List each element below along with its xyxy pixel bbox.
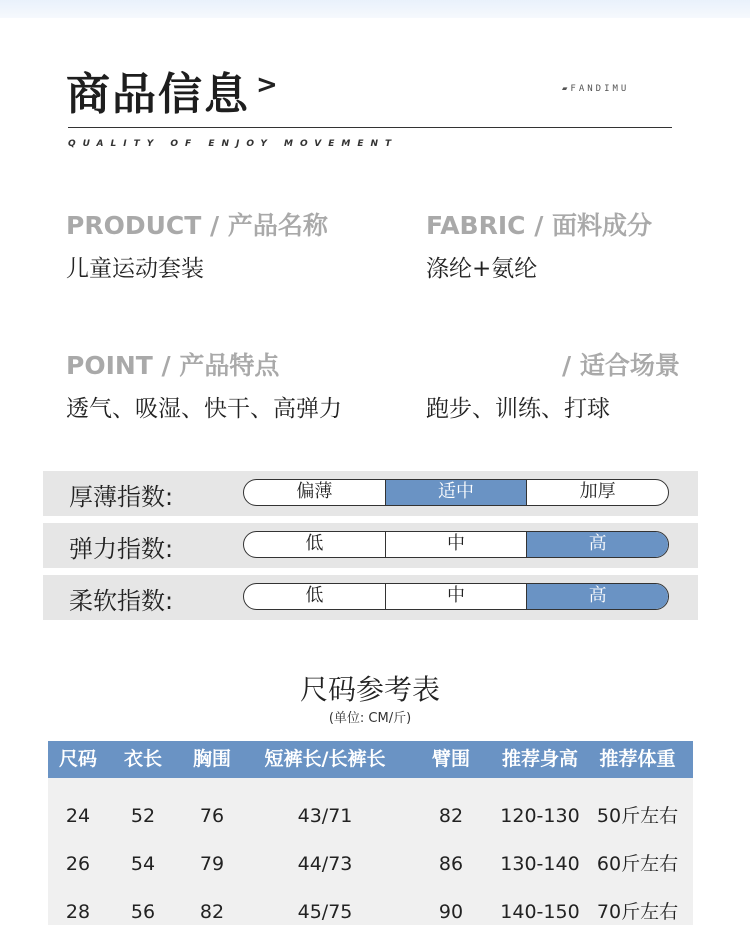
fabric-value: 涤纶+氨纶	[426, 256, 538, 282]
point-value: 透气、吸湿、快干、高弹力	[66, 396, 342, 422]
table-cell: 76	[199, 805, 225, 827]
table-cell: 140-150	[500, 901, 580, 923]
table-header-cell: 臂围	[431, 748, 470, 770]
fabric-label: FABRIC / 面料成分	[426, 211, 653, 240]
index-label: 柔软指数:	[69, 587, 174, 615]
index-scale	[243, 479, 669, 506]
brand-mark-icon: ▰	[562, 84, 571, 94]
scene-value: 跑步、训练、打球	[426, 396, 610, 422]
table-header-cell: 短裤长/长裤长	[264, 748, 386, 770]
table-cell: 28	[65, 901, 91, 923]
size-chart-unit: (单位: CM/斤)	[328, 711, 412, 726]
table-row	[48, 792, 693, 840]
table-cell: 86	[438, 853, 464, 875]
table-header-cell: 衣长	[123, 748, 162, 770]
table-cell: 44/73	[297, 853, 353, 875]
table-cell: 82	[438, 805, 464, 827]
index-scale	[243, 531, 669, 558]
index-option: 中	[386, 584, 528, 609]
index-option: 加厚	[579, 481, 616, 502]
index-option-selected: 高	[527, 584, 668, 609]
table-cell: 82	[199, 901, 225, 923]
table-header-cell: 胸围	[192, 748, 231, 770]
brand-name: FANDIMU	[570, 84, 630, 94]
brand-logo	[562, 84, 629, 94]
table-cell: 26	[65, 853, 91, 875]
index-row	[43, 575, 698, 620]
top-band	[0, 0, 750, 18]
index-row	[43, 523, 698, 568]
index-option: 偏薄	[244, 480, 386, 505]
table-cell: 120-130	[500, 805, 580, 827]
table-cell: 60斤左右	[596, 853, 679, 875]
size-table-header	[48, 741, 693, 778]
size-table	[48, 741, 693, 925]
table-cell: 52	[130, 805, 156, 827]
table-cell: 45/75	[297, 901, 353, 923]
table-header-cell: 推荐身高	[501, 748, 578, 770]
divider	[68, 127, 672, 128]
index-option-selected: 高	[527, 532, 668, 557]
table-cell: 130-140	[500, 853, 580, 875]
page-title: 商品信息	[66, 69, 250, 120]
chevron-right-icon: >	[256, 70, 278, 100]
index-label: 弹力指数:	[69, 535, 174, 563]
index-option: 中	[386, 532, 528, 557]
scene-label: / 适合场景	[562, 351, 680, 380]
size-table-body	[48, 778, 693, 925]
point-label: POINT / 产品特点	[66, 351, 280, 380]
table-cell: 56	[130, 901, 156, 923]
table-cell: 70斤左右	[596, 901, 679, 923]
product-value: 儿童运动套装	[66, 256, 204, 282]
index-row	[43, 471, 698, 516]
table-cell: 24	[65, 805, 91, 827]
table-cell: 90	[438, 901, 464, 923]
index-option-selected: 适中	[386, 480, 528, 505]
index-label: 厚薄指数:	[69, 483, 174, 511]
table-cell: 54	[130, 853, 156, 875]
size-chart-title: 尺码参考表	[299, 673, 440, 706]
index-option: 低	[244, 584, 386, 609]
index-option: 低	[244, 532, 386, 557]
index-scale	[243, 583, 669, 610]
product-label: PRODUCT / 产品名称	[66, 211, 328, 240]
table-header-cell: 尺码	[58, 748, 97, 770]
table-cell: 79	[199, 853, 225, 875]
table-row	[48, 888, 693, 936]
tagline: QUALITY OF ENJOY MOVEMENT	[68, 139, 399, 149]
table-header-cell: 推荐体重	[599, 748, 676, 770]
table-row	[48, 840, 693, 888]
table-cell: 43/71	[297, 805, 353, 827]
table-cell: 50斤左右	[596, 805, 679, 827]
